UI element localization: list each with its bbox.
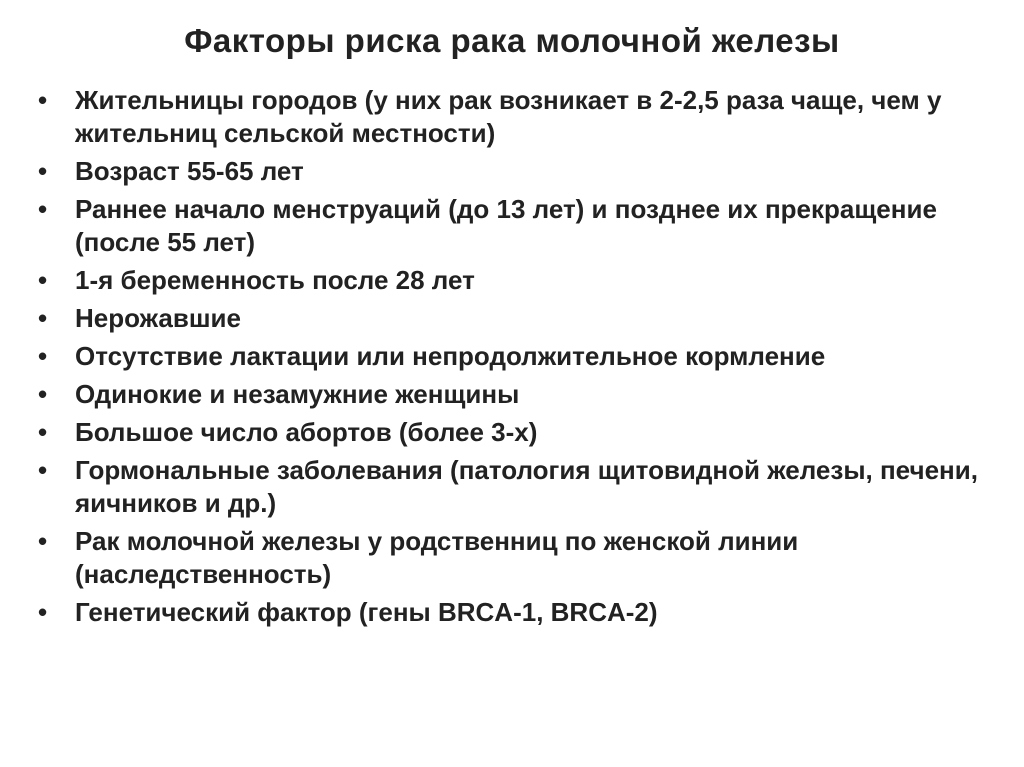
- list-item: [38, 84, 998, 150]
- list-item-text: Возраст 55-65 лет: [75, 156, 304, 186]
- list-item-text: Жительницы городов (у них рак возникает в 2-2,5 раза чаще, чем у жительниц сельской местности): [75, 85, 942, 148]
- bullet-icon: •: [38, 194, 48, 224]
- bullet-icon: •: [38, 526, 48, 556]
- list-item: [38, 193, 998, 259]
- list-item: [38, 155, 998, 188]
- list-item-text: Рак молочной железы у родственниц по женской линии (наследственность): [75, 526, 799, 589]
- list-item-text: Одинокие и незамужние женщины: [75, 379, 520, 409]
- list-item-text: 1-я беременность после 28 лет: [75, 265, 475, 295]
- list-item: [38, 454, 998, 520]
- list-item: [38, 525, 998, 591]
- list-item: [38, 416, 998, 449]
- list-item-text: Гормональные заболевания (патология щитовидной железы, печени, яичников и др.): [75, 455, 978, 518]
- list-item-text: Отсутствие лактации или непродолжительное кормление: [75, 341, 826, 371]
- list-item: [38, 340, 998, 373]
- list-item: [38, 378, 998, 411]
- bullet-icon: •: [38, 85, 48, 115]
- list-item: [38, 596, 998, 629]
- list-item-text: Большое число абортов (более 3-х): [75, 417, 538, 447]
- bullet-icon: •: [38, 265, 48, 295]
- risk-factor-list: [38, 84, 998, 634]
- bullet-icon: •: [38, 341, 48, 371]
- list-item-text: Генетический фактор (гены BRCA-1, BRCA-2): [75, 597, 658, 627]
- bullet-icon: •: [38, 156, 48, 186]
- bullet-icon: •: [38, 417, 48, 447]
- bullet-icon: •: [38, 303, 48, 333]
- list-item: [38, 302, 998, 335]
- slide-title: Факторы риска рака молочной железы: [184, 22, 840, 59]
- bullet-icon: •: [38, 597, 48, 627]
- bullet-icon: •: [38, 379, 48, 409]
- bullet-icon: •: [38, 455, 48, 485]
- list-item-text: Нерожавшие: [75, 303, 241, 333]
- list-item: [38, 264, 998, 297]
- list-item-text: Раннее начало менструаций (до 13 лет) и позднее их прекращение (после 55 лет): [75, 194, 937, 257]
